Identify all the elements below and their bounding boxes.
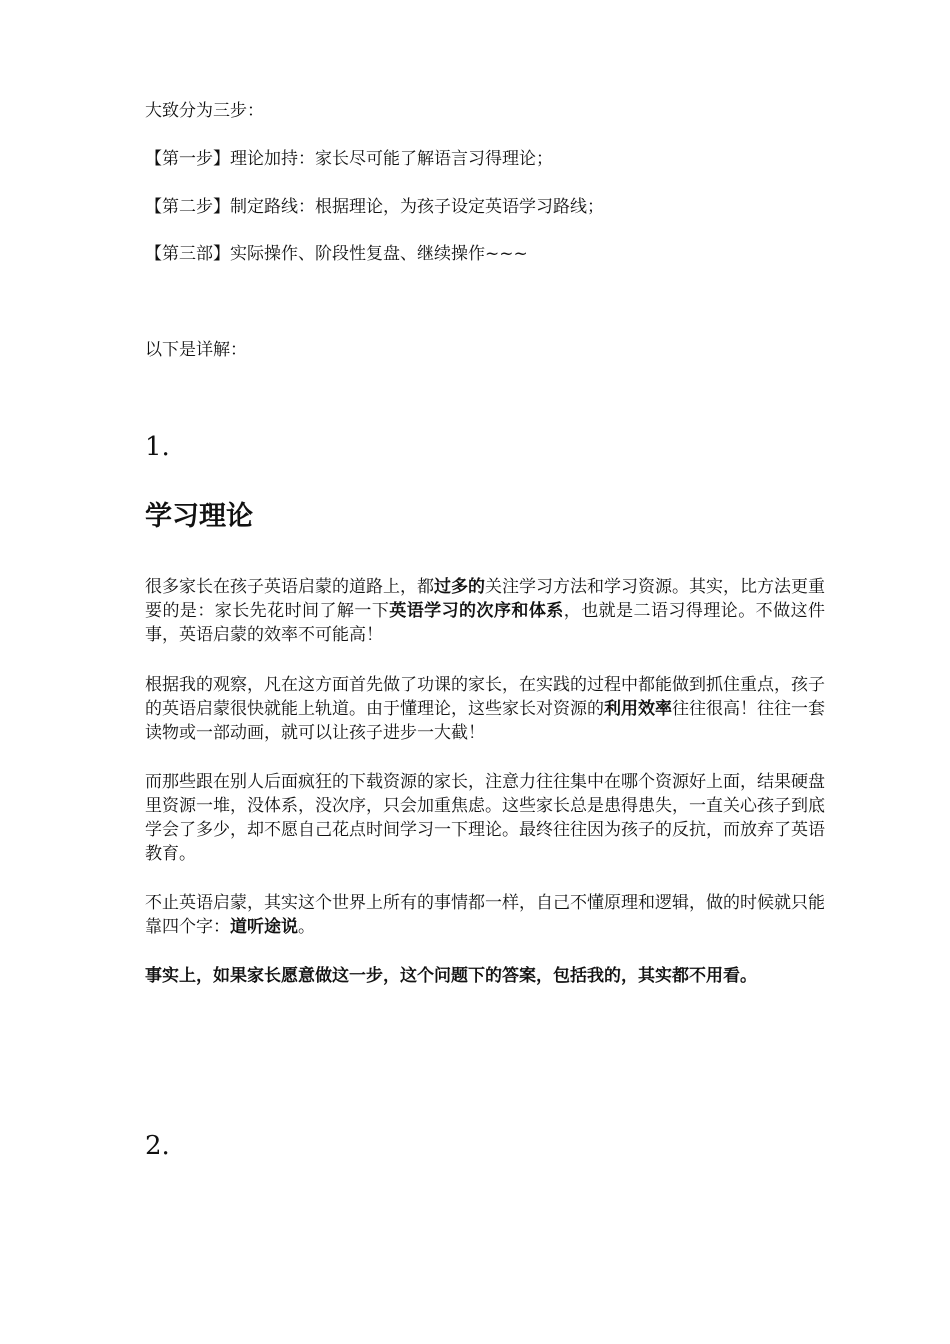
section-1-paragraph-3: 而那些跟在别人后面疯狂的下载资源的家长，注意力往往集中在哪个资源好上面，结果硬盘里资源一堆，没体系，没次序，只会加重焦虑。这些家长总是患得患失，一直关心孩子到底学会了多少，却不愿自己花点时间学习一下理论。最终往往因为孩子的反抗，而放弃了英语教育。 [145, 772, 825, 864]
section-2-number: 2. [145, 1131, 170, 1161]
section-1-paragraph-1: 很多家长在孩子英语启蒙的道路上，都过多的关注学习方法和学习资源。其实，比方法更重要的是：家长先花时间了解一下英语学习的次序和体系，也就是二语习得理论。不做这件事，英语启蒙的效率不可能高！ [145, 577, 826, 645]
step-1-text: 【第一步】理论加持：家长尽可能了解语言习得理论； [145, 149, 553, 169]
section-1-paragraph-4: 不止英语启蒙，其实这个世界上所有的事情都一样，自己不懂原理和逻辑，做的时候就只能靠四个字：道听途说。 [145, 893, 825, 937]
emphasis-text: 英语学习的次序和体系 [389, 601, 564, 621]
emphasis-text: 道听途说 [230, 917, 298, 937]
detail-lead-text: 以下是详解： [145, 340, 247, 360]
step-2-text: 【第二步】制定路线：根据理论，为孩子设定英语学习路线； [145, 197, 604, 217]
section-1-number: 1. [145, 432, 170, 462]
emphasis-text: 利用效率 [604, 699, 672, 719]
section-1-title: 学习理论 [145, 501, 253, 532]
overview-text: 大致分为三步： [145, 101, 264, 121]
emphasis-text: 过多的 [434, 577, 485, 597]
section-1-paragraph-5: 事实上，如果家长愿意做这一步，这个问题下的答案，包括我的，其实都不用看。 [145, 966, 757, 986]
step-3-text: 【第三部】实际操作、阶段性复盘、继续操作~~~ [145, 244, 528, 264]
section-1-paragraph-2: 根据我的观察，凡在这方面首先做了功课的家长，在实践的过程中都能做到抓住重点，孩子的英语启蒙很快就能上轨道。由于懂理论，这些家长对资源的利用效率往往很高！往往一套读物或一部动画，就可以让孩子进步一大截！ [145, 675, 825, 743]
